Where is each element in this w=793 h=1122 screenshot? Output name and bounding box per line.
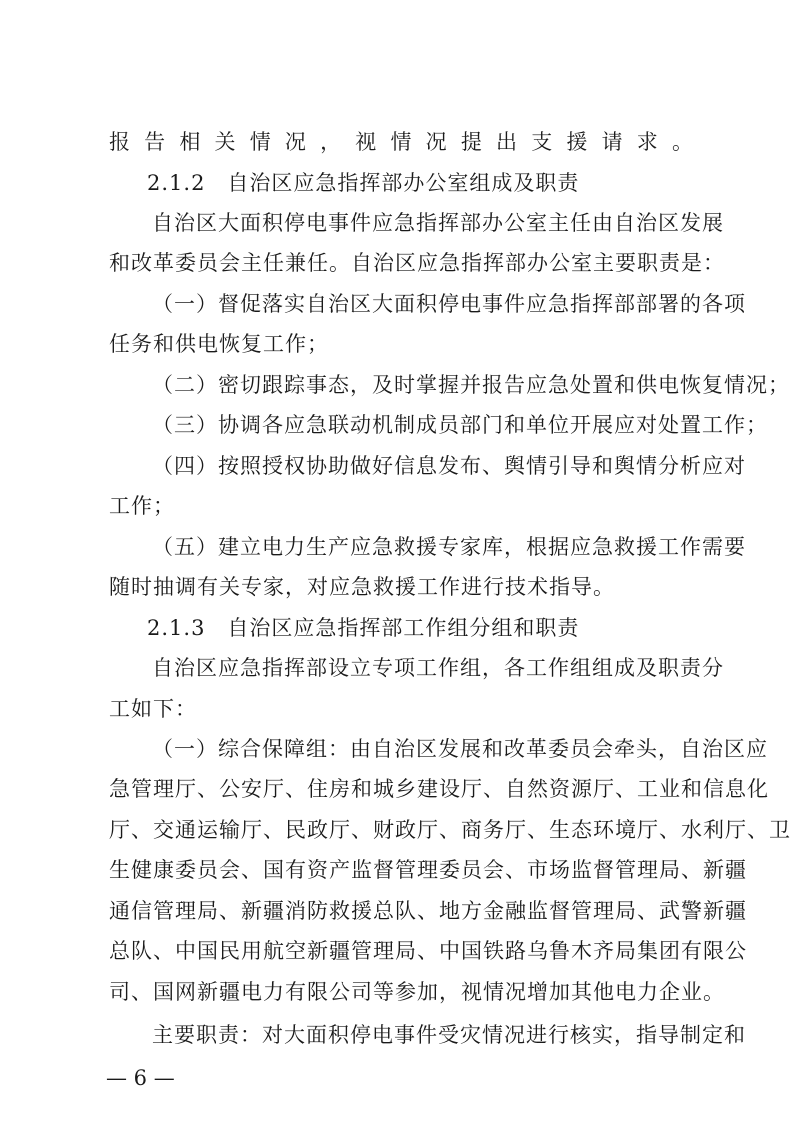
text-line-15: 工如下： <box>109 697 197 721</box>
text-line-21: 总队、中国民用航空新疆管理局、中国铁路乌鲁木齐局集团有限公 <box>109 939 747 963</box>
text-line-12: 随时抽调有关专家，对应急救援工作进行技术指导。 <box>109 575 615 599</box>
text-line-11: （五）建立电力生产应急救援专家库，根据应急救援工作需要 <box>152 535 746 559</box>
text-line-8: （三）协调各应急联动机制成员部门和单位开展应对处置工作； <box>152 413 768 437</box>
text-line-16: （一）综合保障组：由自治区发展和改革委员会牵头，自治区应 <box>152 737 768 761</box>
text-line-5: （一）督促落实自治区大面积停电事件应急指挥部部署的各项 <box>152 292 746 316</box>
text-line-22: 司、国网新疆电力有限公司等参加，视情况增加其他电力企业。 <box>109 980 725 1004</box>
page-number: — 6 — <box>106 1066 175 1090</box>
text-line-4: 和改革委员会主任兼任。自治区应急指挥部办公室主要职责是： <box>109 251 725 275</box>
text-line-7: （二）密切跟踪事态，及时掌握并报告应急处置和供电恢复情况； <box>152 373 790 397</box>
text-line-3: 自治区大面积停电事件应急指挥部办公室主任由自治区发展 <box>152 211 724 235</box>
text-line-9: （四）按照授权协助做好信息发布、舆情引导和舆情分析应对 <box>152 454 746 478</box>
text-line-20: 通信管理局、新疆消防救援总队、地方金融监督管理局、武警新疆 <box>109 899 747 923</box>
text-line-10: 工作； <box>109 494 175 518</box>
text-line-19: 生健康委员会、国有资产监督管理委员会、市场监督管理局、新疆 <box>109 858 747 882</box>
text-line-14: 自治区应急指挥部设立专项工作组，各工作组组成及职责分 <box>152 656 724 680</box>
text-line-18: 厅、交通运输厅、民政厅、财政厅、商务厅、生态环境厅、水利厅、卫 <box>109 818 791 842</box>
text-line-6: 任务和供电恢复工作； <box>109 332 329 356</box>
section-heading-2-1-2: 2.1.2 自治区应急指挥部办公室组成及职责 <box>147 171 580 195</box>
text-line-17: 急管理厅、公安厅、住房和城乡建设厅、自然资源厅、工业和信息化 <box>109 777 769 801</box>
section-heading-2-1-3: 2.1.3 自治区应急指挥部工作组分组和职责 <box>147 616 580 640</box>
text-line-1: 报告相关情况，视情况提出支援请求。 <box>109 130 694 154</box>
text-line-23: 主要职责：对大面积停电事件受灾情况进行核实，指导制定和 <box>152 1023 746 1047</box>
